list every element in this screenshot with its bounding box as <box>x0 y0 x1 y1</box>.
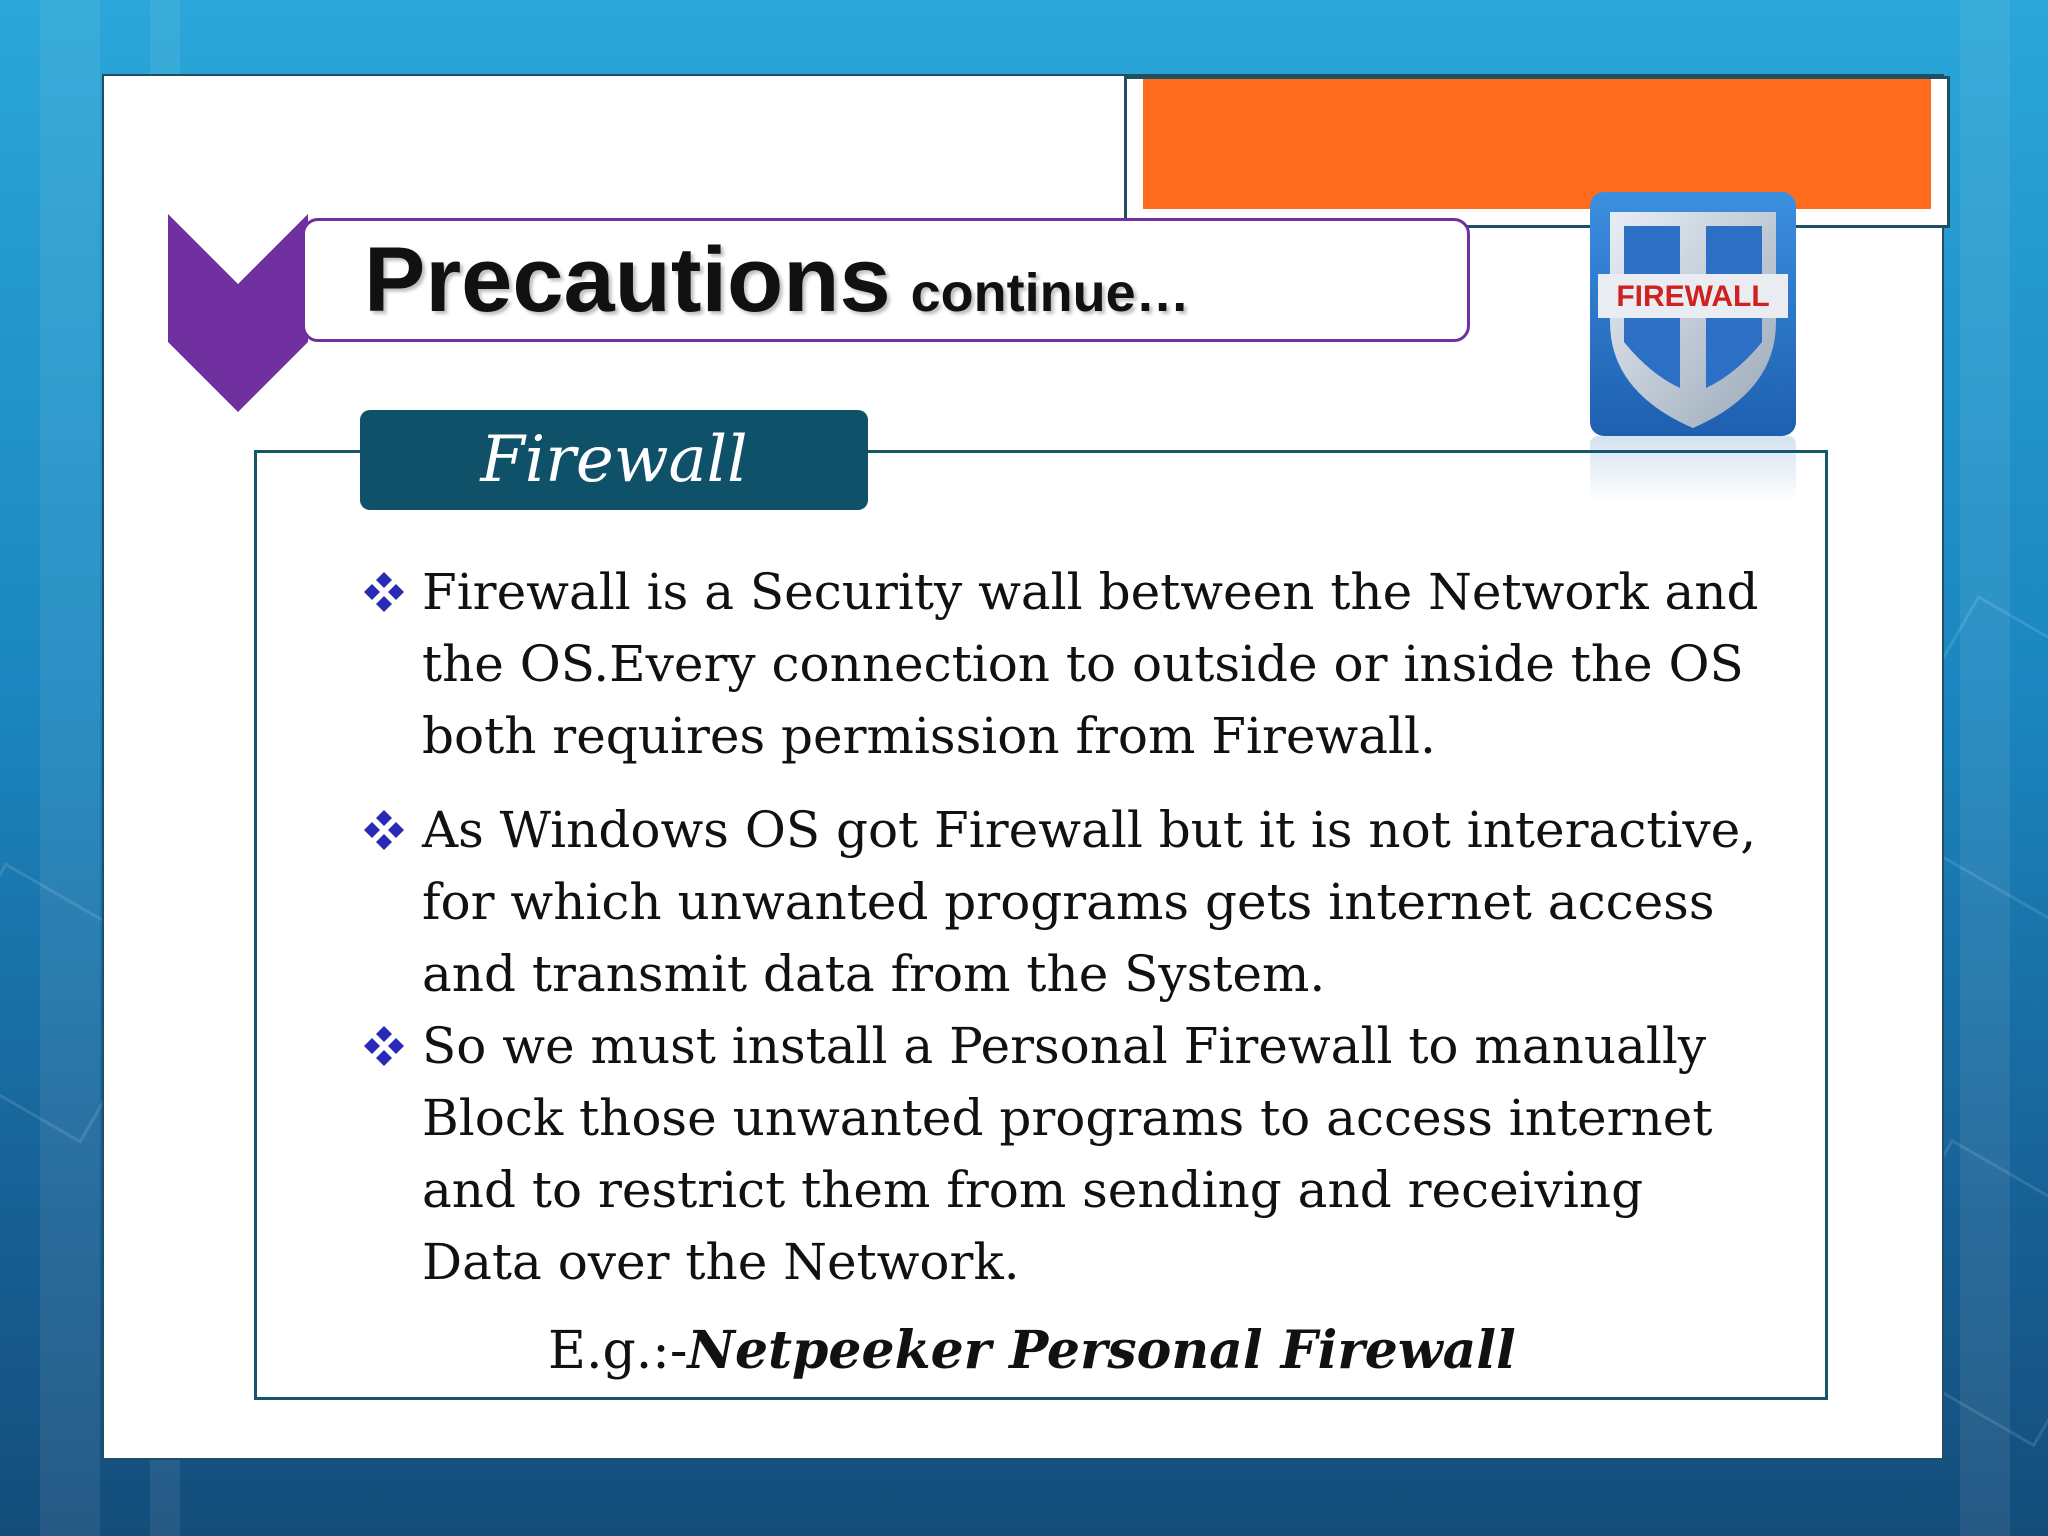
example-line <box>548 1320 1516 1381</box>
section-label: Firewall <box>360 410 868 510</box>
title-suffix: continue… <box>910 263 1190 323</box>
list-item <box>362 794 1762 1010</box>
four-diamond-bullet-icon <box>362 808 406 852</box>
bullet-list <box>362 556 1762 1298</box>
bullet-text: Firewall is a Security wall between the Network and the OS.Every connection to outside or inside the OS both requires permission from Firewall. <box>422 563 1759 765</box>
example-name: Netpeeker Personal Firewall <box>687 1320 1516 1381</box>
logo-lettering: FIREWALL <box>1616 280 1770 313</box>
four-diamond-bullet-icon <box>362 570 406 614</box>
firewall-shield-icon <box>1590 192 1796 436</box>
bullet-text: As Windows OS got Firewall but it is not interactive, for which unwanted programs gets internet access and transmit data from the System. <box>422 801 1757 1003</box>
orange-header-tab <box>1124 76 1950 228</box>
list-item <box>362 556 1762 772</box>
chevron-down-icon <box>168 214 308 412</box>
bullet-text: So we must install a Personal Firewall to manually Block those unwanted programs to access internet and to restrict them from sending and receiving Data over the Network. <box>422 1017 1713 1291</box>
background-stripe <box>40 0 100 1536</box>
title-main: Precautions <box>364 229 891 331</box>
list-item <box>362 1010 1762 1298</box>
four-diamond-bullet-icon <box>362 1024 406 1068</box>
orange-accent-block <box>1143 79 1931 209</box>
page-title <box>364 228 1190 333</box>
example-prefix: E.g.:- <box>548 1321 688 1381</box>
